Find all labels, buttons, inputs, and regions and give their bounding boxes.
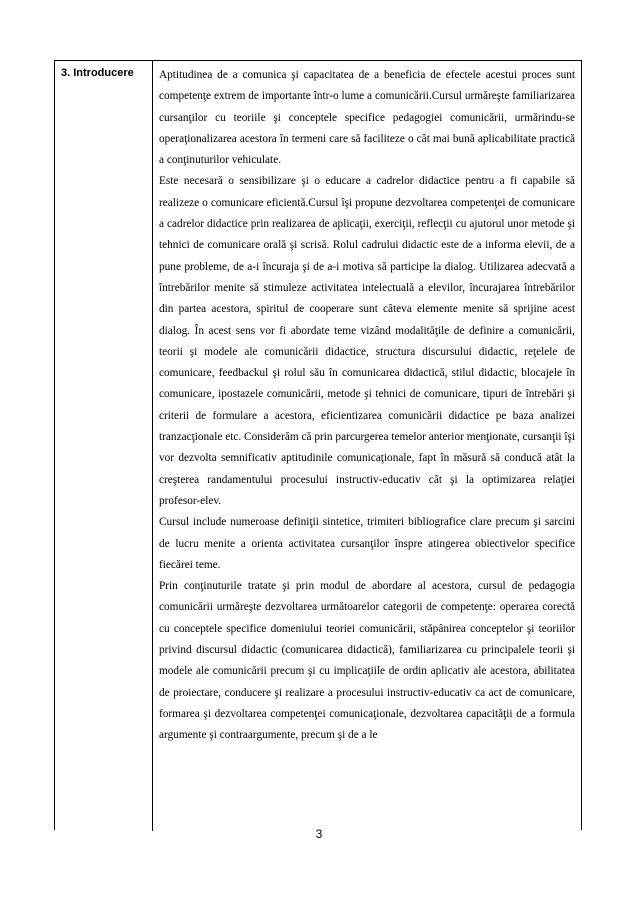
column-divider xyxy=(152,61,153,831)
paragraph-competence: Este necesară o sensibilizare şi o educare a cadrelor didactice pentru a fi capabile să realizeze o comunicare eficientă.Cursul îşi propune dezvoltarea competenţei de comunicare a cadrelor didactice prin realizarea de aplicaţii, exerciţii, reflecţii cu ajutorul unor metode şi tehnici de comunicare orală şi scrisă. Rolul cadrului didactic este de a informa elevii, de a pune probleme, de a-i încuraja şi de a-i motiva să participe la dialog. Utilizarea adecvată a întrebărilor menite să stimuleze activitatea intelectuală a elevilor, încurajarea întrebărilor din partea acestora, spiritul de cooperare sunt câteva elemente menite să sprijine acest dialog. În acest sens vor fi abordate teme vizând modalităţile de definire a comunicării, teorii şi modele ale comunicării didactice, structura discursului didactic, reţelele de comunicare, feedbackul şi rolul său în comunicarea didactică, stilul didactic, blocajele în comunicare, ipostazele comunicării, metode şi tehnici de comunicare, tipuri de întrebări şi criterii de formulare a acestora, eficientizarea comunicării didactice pe baza analizei tranzacţionale etc. Considerăm că prin parcurgerea temelor anterior menţionate, cursanţii îşi vor dezvolta semnificativ aptitudinile comunicaţionale, fapt în măsură să conducă atât la creşterea randamentului procesului instructiv-educativ cât şi la optimizarea relaţiei profesor-elev. xyxy=(159,175,575,507)
paragraph-intro: Aptitudinea de a comunica şi capacitatea de a beneficia de efectele acestui proces sunt competenţe extrem de importante într-o lume a comunicării.Cursul urmăreşte familiarizarea cursanţilor cu teoriile şi conceptele specifice pedagogiei comunicării, urmărindu-se operaţionalizarea acestora în termeni care să faciliteze o cât mai bună aplicabilitate practică a conţinuturilor vehiculate. xyxy=(159,69,575,167)
page-number: 3 xyxy=(315,827,323,841)
course-section-table xyxy=(54,60,582,830)
paragraph-course-contents: Cursul include numeroase definiţii sintetice, trimiteri bibliografice clare precum şi sarcini de lucru menite a orienta activitatea cursanţilor înspre atingerea obiectivelor specifice fiecărei teme. xyxy=(159,516,575,571)
section-heading: 3. Introducere xyxy=(61,67,134,79)
section-content xyxy=(159,65,575,747)
paragraph-objectives: Prin conţinuturile tratate şi prin modul de abordare al acestora, cursul de pedagogia comunicării urmăreşte dezvoltarea următoarelor categorii de competenţe: operarea corectă cu conceptele specifice domeniului teoriei comunicării, stăpânirea conceptelor şi teoriilor privind discursul didactic (comunicarea didactică), familiarizarea cu principalele teorii şi modele ale comunicării precum şi cu implicaţiile de ordin aplicativ ale acestora, abilitatea de proiectare, conducere şi realizare a procesului instructiv-educativ ca act de comunicare, formarea şi dezvoltarea competenţei comunicaţionale, dezvoltarea capacităţii de a formula argumente şi contraargumente, precum şi de a le xyxy=(159,580,575,742)
